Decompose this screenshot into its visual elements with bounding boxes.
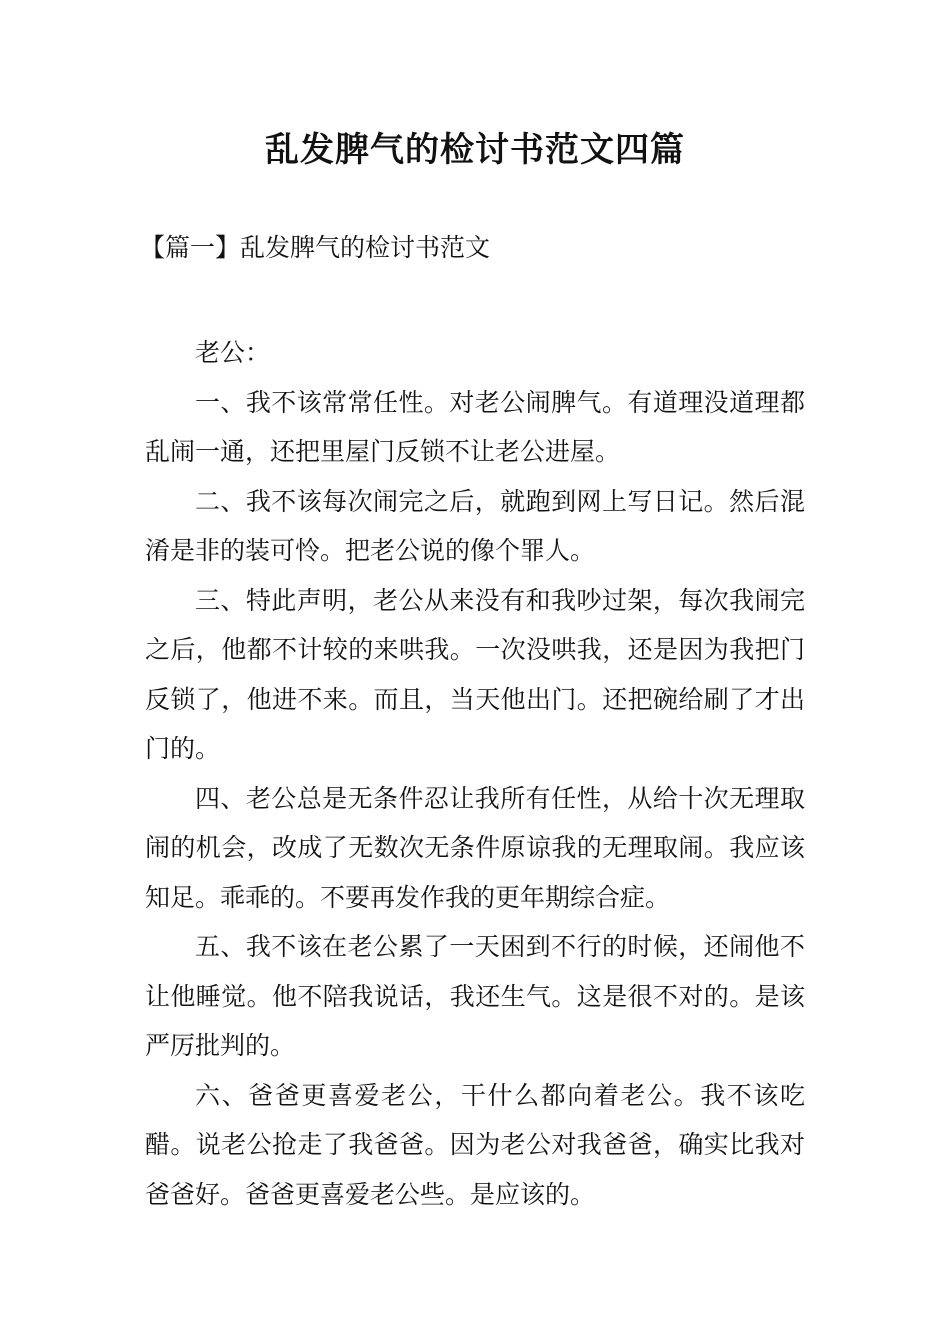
paragraph-4: 四、老公总是无条件忍让我所有任性，从给十次无理取闹的机会，改成了无数次无条件原谅我的无理取闹。我应该知足。乖乖的。不要再发作我的更年期综合症。 xyxy=(145,783,805,912)
section-heading: 【篇一】乱发脾气的检讨书范文 xyxy=(140,233,491,262)
salutation: 老公： xyxy=(195,338,271,367)
paragraph-6: 六、爸爸更喜爱老公，干什么都向着老公。我不该吃醋。说老公抢走了我爸爸。因为老公对我爸爸，确实比我对爸爸好。爸爸更喜爱老公些。是应该的。 xyxy=(145,1080,805,1209)
document-body xyxy=(145,328,805,1219)
document-title: 乱发脾气的检讨书范文四篇 xyxy=(265,130,685,170)
paragraph-1: 一、我不该常常任性。对老公闹脾气。有道理没道理都乱闹一通，还把里屋门反锁不让老公进屋。 xyxy=(145,387,805,466)
paragraph-3: 三、特此声明，老公从来没有和我吵过架，每次我闹完之后，他都不计较的来哄我。一次没哄我，还是因为我把门反锁了，他进不来。而且，当天他出门。还把碗给刷了才出门的。 xyxy=(145,585,805,763)
paragraph-5: 五、我不该在老公累了一天困到不行的时候，还闹他不让他睡觉。他不陪我说话，我还生气。这是很不对的。是该严厉批判的。 xyxy=(145,932,805,1060)
paragraph-2: 二、我不该每次闹完之后，就跑到网上写日记。然后混淆是非的装可怜。把老公说的像个罪人。 xyxy=(145,486,805,565)
